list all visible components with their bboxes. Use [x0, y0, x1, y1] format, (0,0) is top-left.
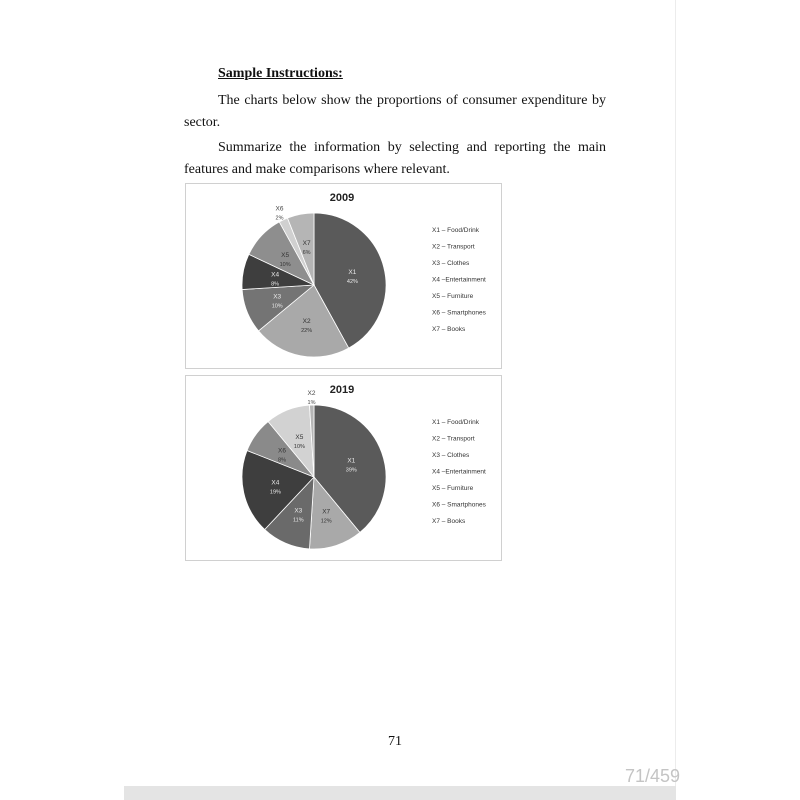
slice-percent-label: 42% [346, 279, 358, 286]
slice-category-label: X3 [294, 507, 303, 515]
slice-percent-label: 39% [345, 467, 357, 474]
pie-chart-2019 [185, 375, 502, 561]
pie-chart-2019-svg [186, 376, 501, 560]
slice-percent-label: 19% [269, 489, 281, 496]
pie-chart-2009-svg [186, 184, 501, 368]
section-heading: Sample Instructions: [218, 66, 343, 81]
chart-title: 2019 [329, 384, 355, 396]
legend-entry: X4 –Entertainment [432, 468, 486, 476]
slice-percent-label: 10% [293, 444, 305, 451]
slice-category-label: X2 [302, 317, 311, 325]
chart-title: 2009 [329, 192, 355, 204]
slice-category-label: X6 [278, 447, 286, 455]
slice-category-label: X4 [271, 271, 280, 279]
legend-entry: X3 – Clothes [432, 260, 470, 267]
page-counter: 71/459 [624, 766, 680, 786]
slice-percent-label: 11% [292, 517, 304, 524]
instruction-paragraph-1: The charts below show the proportions of consumer expenditure by sector. [184, 93, 606, 130]
slice-percent-label: 1% [307, 400, 316, 406]
slice-category-label: X4 [271, 479, 280, 487]
legend-entry: X6 – Smartphones [432, 501, 486, 509]
legend-entry: X1 – Food/Drink [432, 227, 479, 234]
slice-category-label: X1 [348, 269, 357, 277]
slice-category-label: X5 [281, 251, 290, 259]
legend-entry: X7 – Books [432, 518, 466, 525]
page-edge [675, 0, 676, 786]
slice-percent-label: 8% [271, 281, 280, 288]
slice-category-label: X7 [322, 508, 331, 516]
slice-category-label: X6 [275, 205, 284, 213]
legend-entry: X5 – Furniture [432, 485, 474, 492]
slice-percent-label: 10% [279, 261, 291, 268]
slice-category-label: X1 [347, 457, 356, 465]
slice-category-label: X5 [295, 434, 304, 442]
slice-category-label: X7 [302, 240, 311, 248]
legend-entry: X6 – Smartphones [432, 309, 486, 317]
legend-entry: X4 –Entertainment [432, 276, 486, 284]
legend-entry: X2 – Transport [432, 435, 475, 443]
legend-entry: X1 – Food/Drink [432, 419, 479, 426]
viewer-bottom-bar [124, 786, 676, 800]
slice-percent-label: 10% [271, 303, 283, 310]
legend-entry: X7 – Books [432, 326, 466, 333]
slice-percent-label: 22% [301, 327, 313, 334]
pie-chart-2009 [185, 183, 502, 369]
slice-percent-label: 2% [275, 215, 284, 222]
slice-percent-label: 6% [302, 250, 311, 257]
legend-entry: X5 – Furniture [432, 293, 474, 300]
legend-entry: X3 – Clothes [432, 452, 470, 459]
slice-percent-label: 12% [320, 518, 332, 525]
slice-percent-label: 8% [278, 457, 286, 464]
instruction-paragraph-2: Summarize the information by selecting and reporting the main features and make comparisons where relevant. [184, 140, 606, 177]
legend-entry: X2 – Transport [432, 243, 475, 251]
slice-category-label: X2 [307, 390, 316, 397]
slice-category-label: X3 [273, 293, 282, 301]
page-number: 71 [388, 734, 402, 749]
